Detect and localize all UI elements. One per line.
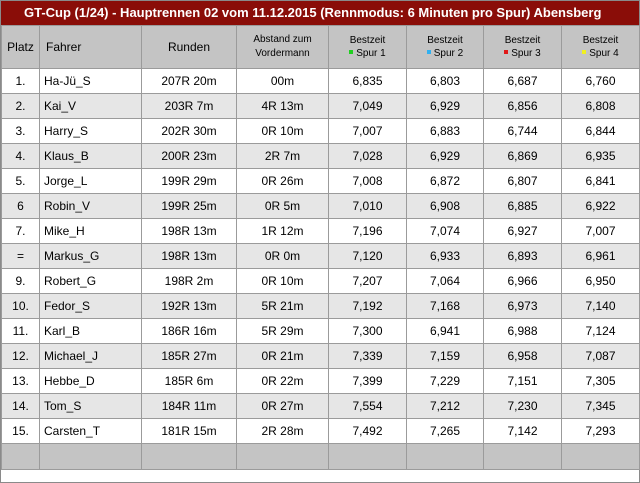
cell-abstand: 0R 22m <box>237 369 329 394</box>
cell-spur3: 6,885 <box>484 194 562 219</box>
cell-abstand: 1R 12m <box>237 219 329 244</box>
table-row <box>2 119 640 144</box>
cell-fahrer: Carsten_T <box>40 419 142 444</box>
footer-cell <box>237 444 329 470</box>
cell-runden: 185R 6m <box>142 369 237 394</box>
table-row <box>2 69 640 94</box>
header-row <box>2 26 640 69</box>
cell-spur2: 6,929 <box>407 144 484 169</box>
cell-abstand: 00m <box>237 69 329 94</box>
spur2-color-square-icon <box>427 50 431 54</box>
cell-spur2: 6,908 <box>407 194 484 219</box>
cell-spur3: 7,142 <box>484 419 562 444</box>
cell-fahrer: Fedor_S <box>40 294 142 319</box>
cell-abstand: 4R 13m <box>237 94 329 119</box>
cell-runden: 181R 15m <box>142 419 237 444</box>
cell-spur3: 6,869 <box>484 144 562 169</box>
cell-spur1: 7,207 <box>329 269 407 294</box>
cell-spur1: 6,835 <box>329 69 407 94</box>
cell-spur3: 6,893 <box>484 244 562 269</box>
cell-platz: 12. <box>2 344 40 369</box>
cell-spur3: 6,988 <box>484 319 562 344</box>
footer-cell <box>484 444 562 470</box>
cell-abstand: 0R 10m <box>237 119 329 144</box>
cell-spur3: 6,966 <box>484 269 562 294</box>
cell-platz: 2. <box>2 94 40 119</box>
cell-spur1: 7,049 <box>329 94 407 119</box>
table-row <box>2 94 640 119</box>
cell-platz: 3. <box>2 119 40 144</box>
footer-cell <box>562 444 640 470</box>
cell-platz: 13. <box>2 369 40 394</box>
cell-fahrer: Robin_V <box>40 194 142 219</box>
spur3-color-square-icon <box>504 50 508 54</box>
header-spur1-label: Spur 1 <box>356 48 386 59</box>
results-table <box>1 25 640 470</box>
spur1-color-square-icon <box>349 50 353 54</box>
footer-cell <box>40 444 142 470</box>
cell-spur2: 6,883 <box>407 119 484 144</box>
footer-cell <box>142 444 237 470</box>
cell-spur3: 6,958 <box>484 344 562 369</box>
cell-spur4: 6,760 <box>562 69 640 94</box>
cell-spur1: 7,192 <box>329 294 407 319</box>
cell-runden: 200R 23m <box>142 144 237 169</box>
header-spur2 <box>407 26 484 69</box>
cell-abstand: 2R 7m <box>237 144 329 169</box>
spur4-color-square-icon <box>582 50 586 54</box>
table-row <box>2 219 640 244</box>
cell-spur4: 6,961 <box>562 244 640 269</box>
cell-platz: 14. <box>2 394 40 419</box>
cell-fahrer: Harry_S <box>40 119 142 144</box>
cell-runden: 199R 29m <box>142 169 237 194</box>
cell-spur3: 6,927 <box>484 219 562 244</box>
cell-spur2: 7,265 <box>407 419 484 444</box>
cell-spur4: 6,922 <box>562 194 640 219</box>
cell-spur2: 7,168 <box>407 294 484 319</box>
cell-spur3: 6,856 <box>484 94 562 119</box>
cell-fahrer: Robert_G <box>40 269 142 294</box>
footer-row <box>2 444 640 470</box>
cell-spur4: 7,345 <box>562 394 640 419</box>
cell-fahrer: Hebbe_D <box>40 369 142 394</box>
cell-platz: = <box>2 244 40 269</box>
cell-spur1: 7,300 <box>329 319 407 344</box>
cell-runden: 199R 25m <box>142 194 237 219</box>
cell-fahrer: Markus_G <box>40 244 142 269</box>
cell-spur4: 7,140 <box>562 294 640 319</box>
table-row <box>2 394 640 419</box>
header-abstand-line2: Vordermann <box>255 48 310 59</box>
table-row <box>2 344 640 369</box>
cell-abstand: 0R 10m <box>237 269 329 294</box>
cell-spur1: 7,554 <box>329 394 407 419</box>
header-platz: Platz <box>2 26 40 69</box>
cell-spur4: 7,305 <box>562 369 640 394</box>
cell-spur4: 7,087 <box>562 344 640 369</box>
cell-spur1: 7,492 <box>329 419 407 444</box>
cell-spur2: 7,159 <box>407 344 484 369</box>
cell-spur2: 7,064 <box>407 269 484 294</box>
cell-fahrer: Ha-Jü_S <box>40 69 142 94</box>
cell-spur1: 7,399 <box>329 369 407 394</box>
cell-spur1: 7,120 <box>329 244 407 269</box>
cell-spur1: 7,339 <box>329 344 407 369</box>
cell-runden: 185R 27m <box>142 344 237 369</box>
header-spur4-label: Spur 4 <box>589 48 619 59</box>
cell-fahrer: Kai_V <box>40 94 142 119</box>
header-abstand <box>237 26 329 69</box>
cell-platz: 10. <box>2 294 40 319</box>
cell-spur2: 7,229 <box>407 369 484 394</box>
table-row <box>2 169 640 194</box>
cell-spur1: 7,007 <box>329 119 407 144</box>
cell-fahrer: Tom_S <box>40 394 142 419</box>
header-fahrer: Fahrer <box>40 26 142 69</box>
cell-spur1: 7,196 <box>329 219 407 244</box>
cell-spur2: 6,872 <box>407 169 484 194</box>
cell-spur2: 6,933 <box>407 244 484 269</box>
cell-spur4: 6,841 <box>562 169 640 194</box>
cell-spur4: 6,935 <box>562 144 640 169</box>
header-abstand-line1: Abstand zum <box>253 34 312 45</box>
table-row <box>2 419 640 444</box>
cell-platz: 6 <box>2 194 40 219</box>
cell-spur4: 6,808 <box>562 94 640 119</box>
cell-spur2: 7,212 <box>407 394 484 419</box>
page-title: GT-Cup (1/24) - Hauptrennen 02 vom 11.12.2015 (Rennmodus: 6 Minuten pro Spur) Abensberg <box>1 1 639 25</box>
cell-fahrer: Karl_B <box>40 319 142 344</box>
header-spur4 <box>562 26 640 69</box>
cell-spur4: 7,007 <box>562 219 640 244</box>
cell-platz: 1. <box>2 69 40 94</box>
cell-runden: 203R 7m <box>142 94 237 119</box>
cell-spur1: 7,028 <box>329 144 407 169</box>
cell-spur3: 7,151 <box>484 369 562 394</box>
cell-runden: 198R 13m <box>142 219 237 244</box>
cell-spur4: 7,124 <box>562 319 640 344</box>
cell-spur4: 6,950 <box>562 269 640 294</box>
header-spur3-label: Spur 3 <box>511 48 541 59</box>
cell-spur3: 6,807 <box>484 169 562 194</box>
cell-platz: 11. <box>2 319 40 344</box>
cell-runden: 184R 11m <box>142 394 237 419</box>
cell-platz: 9. <box>2 269 40 294</box>
header-bestzeit-label: Bestzeit <box>504 35 541 46</box>
cell-fahrer: Jorge_L <box>40 169 142 194</box>
cell-spur2: 7,074 <box>407 219 484 244</box>
table-row <box>2 244 640 269</box>
header-bestzeit-label: Bestzeit <box>582 35 619 46</box>
cell-runden: 198R 13m <box>142 244 237 269</box>
table-row <box>2 319 640 344</box>
cell-spur4: 6,844 <box>562 119 640 144</box>
table-row <box>2 269 640 294</box>
cell-platz: 15. <box>2 419 40 444</box>
cell-fahrer: Michael_J <box>40 344 142 369</box>
cell-runden: 198R 2m <box>142 269 237 294</box>
cell-spur1: 7,008 <box>329 169 407 194</box>
cell-spur4: 7,293 <box>562 419 640 444</box>
header-spur2-label: Spur 2 <box>433 48 464 59</box>
cell-abstand: 2R 28m <box>237 419 329 444</box>
cell-runden: 186R 16m <box>142 319 237 344</box>
cell-platz: 4. <box>2 144 40 169</box>
cell-platz: 7. <box>2 219 40 244</box>
cell-spur3: 6,744 <box>484 119 562 144</box>
cell-abstand: 0R 0m <box>237 244 329 269</box>
results-body <box>2 69 640 444</box>
cell-spur1: 7,010 <box>329 194 407 219</box>
table-row <box>2 294 640 319</box>
footer-cell <box>329 444 407 470</box>
cell-abstand: 0R 5m <box>237 194 329 219</box>
cell-spur3: 7,230 <box>484 394 562 419</box>
cell-abstand: 0R 21m <box>237 344 329 369</box>
cell-fahrer: Klaus_B <box>40 144 142 169</box>
cell-runden: 192R 13m <box>142 294 237 319</box>
cell-spur2: 6,929 <box>407 94 484 119</box>
header-runden: Runden <box>142 26 237 69</box>
footer-cell <box>2 444 40 470</box>
cell-spur2: 6,803 <box>407 69 484 94</box>
cell-spur3: 6,973 <box>484 294 562 319</box>
header-bestzeit-label: Bestzeit <box>427 35 463 46</box>
cell-abstand: 5R 29m <box>237 319 329 344</box>
cell-abstand: 0R 27m <box>237 394 329 419</box>
header-bestzeit-label: Bestzeit <box>349 35 386 46</box>
table-row <box>2 144 640 169</box>
cell-abstand: 5R 21m <box>237 294 329 319</box>
header-spur3 <box>484 26 562 69</box>
cell-platz: 5. <box>2 169 40 194</box>
header-spur1 <box>329 26 407 69</box>
cell-abstand: 0R 26m <box>237 169 329 194</box>
cell-runden: 207R 20m <box>142 69 237 94</box>
cell-runden: 202R 30m <box>142 119 237 144</box>
footer-cell <box>407 444 484 470</box>
cell-fahrer: Mike_H <box>40 219 142 244</box>
cell-spur2: 6,941 <box>407 319 484 344</box>
cell-spur3: 6,687 <box>484 69 562 94</box>
table-row <box>2 369 640 394</box>
table-row <box>2 194 640 219</box>
